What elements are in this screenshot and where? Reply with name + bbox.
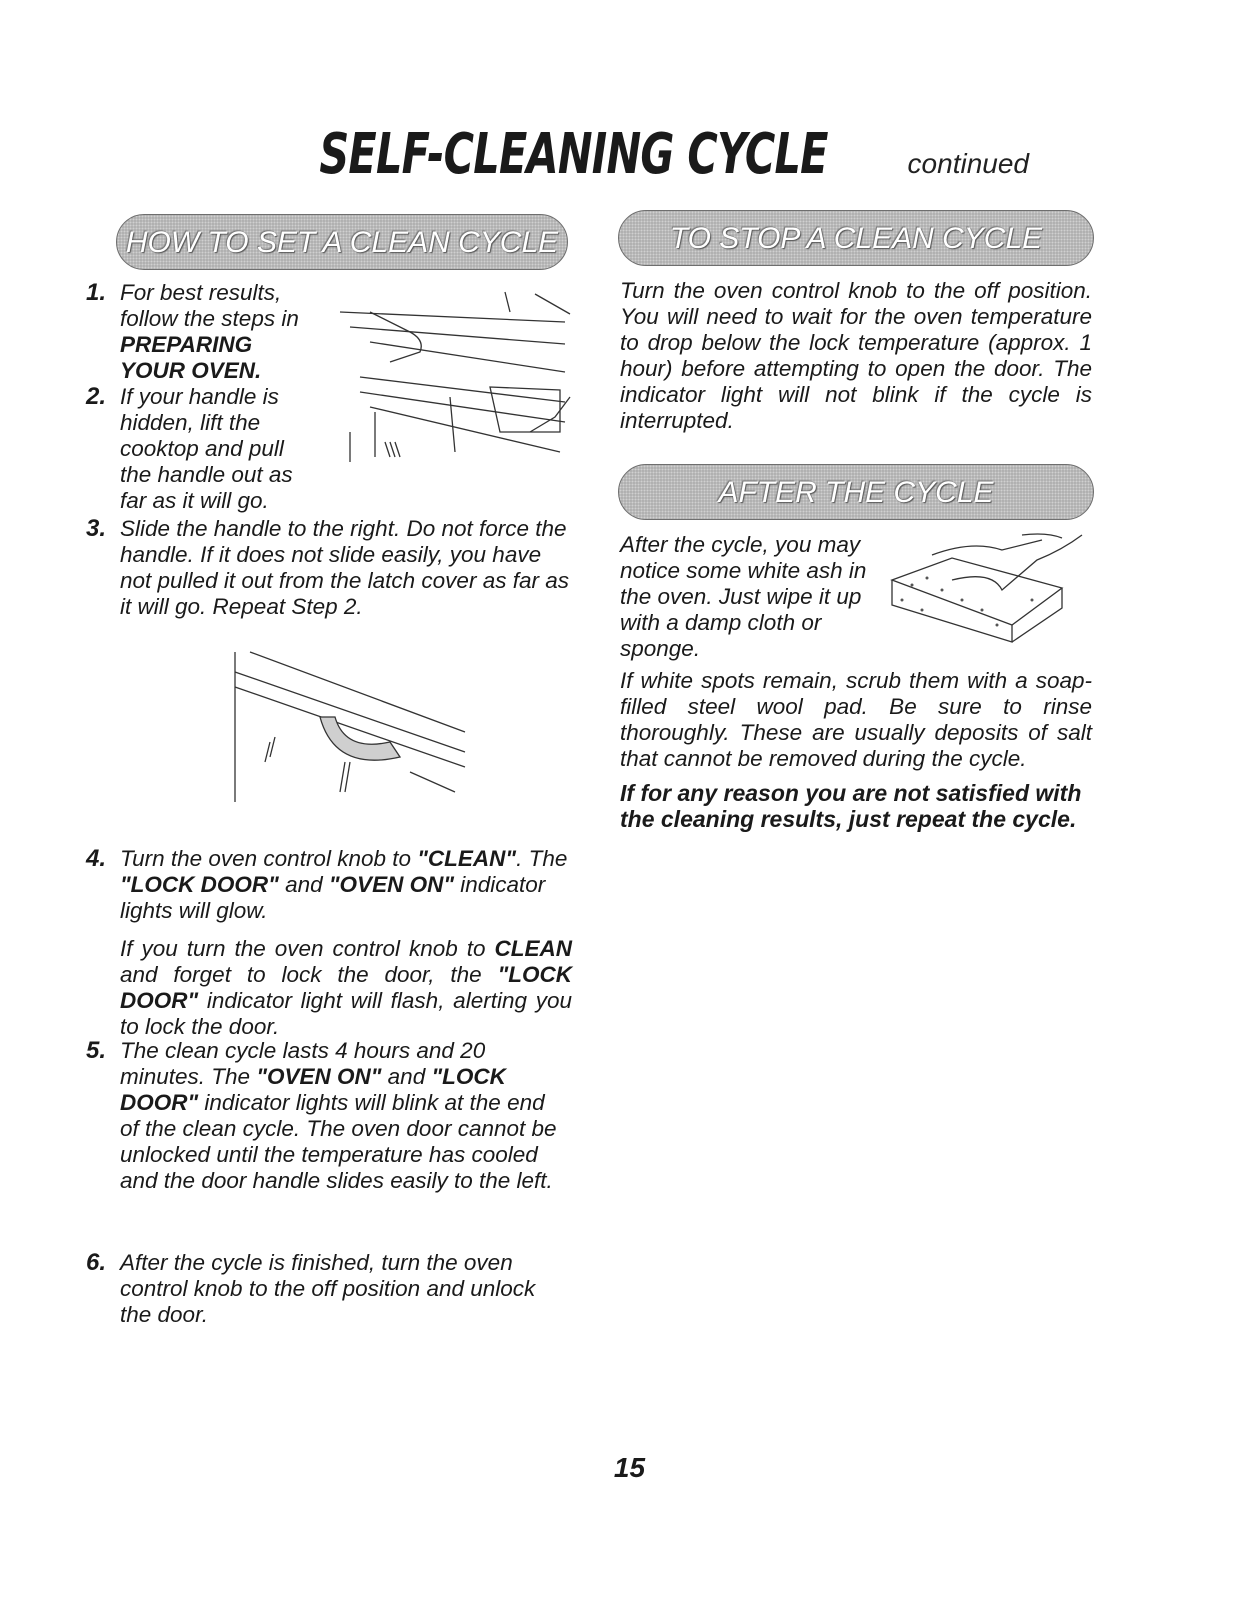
step-3: [86, 515, 572, 620]
handle-slide-illustration: [225, 632, 475, 807]
section-banner-how-to-set: HOW TO SET A CLEAN CYCLE: [116, 214, 568, 270]
step-5-number: 5.: [86, 1037, 107, 1064]
step-3-number: 3.: [86, 515, 107, 542]
after-cycle-paragraph-2: If white spots remain, scrub them with a soap-filled steel wool pad. Be sure to rinse thoroughly. These are usually deposits of salt that cannot be removed during the cycle.: [620, 668, 1092, 771]
step-4: [86, 845, 572, 1040]
step-4-paragraph-1: Turn the oven control knob to "CLEAN". The "LOCK DOOR" and "OVEN ON" indicator lights will glow.: [120, 846, 568, 923]
step-3-text: Slide the handle to the right. Do not force the handle. If it does not slide easily, you have not pulled it out from the latch cover as far as it will go. Repeat Step 2.: [120, 516, 569, 619]
step-1-link-preparing: PREPARING YOUR OVEN.: [120, 332, 262, 383]
after-cycle-note: If for any reason you are not satisfied with the cleaning results, just repeat the cycle.: [620, 780, 1082, 832]
step-2-number: 2.: [86, 383, 107, 410]
step-2-text: If your handle is hidden, lift the cooktop and pull the handle out as far as it will go.: [120, 384, 293, 513]
cooktop-handle-illustration: [330, 282, 575, 467]
section-banner-after-cycle: AFTER THE CYCLE: [618, 464, 1094, 520]
step-1: [86, 279, 320, 384]
step-6-number: 6.: [86, 1249, 107, 1276]
step-1-number: 1.: [86, 279, 107, 306]
page-number: 15: [613, 1452, 646, 1483]
sponge-illustration: [882, 530, 1092, 645]
step-5: 5. The clean cycle lasts 4 hours and 20 minutes. The "OVEN ON" and "LOCK DOOR" indicator lights will blink at the end of the clean cycle. The oven door cannot be unlocked until the temperature has cooled and the door handle slides easily to the left.: [86, 1037, 557, 1193]
title-subtitle: continued: [907, 148, 1029, 179]
after-cycle-paragraph-1: After the cycle, you may notice some white ash in the oven. Just wipe it up with a damp cloth or sponge.: [620, 532, 867, 661]
page-title: [0, 122, 1259, 187]
step-6: 6. After the cycle is finished, turn the oven control knob to the off position and unlock the door.: [86, 1249, 536, 1327]
step-2: [86, 383, 320, 514]
step-4-paragraph-2: If you turn the oven control knob to CLEAN and forget to lock the door, the "LOCK DOOR" indicator light will flash, alerting you to lock the door.: [120, 936, 572, 1039]
step-1-text: For best results, follow the steps in: [120, 280, 299, 331]
section-banner-stop-clean: TO STOP A CLEAN CYCLE: [618, 210, 1094, 266]
title-main: SELF-CLEANING CYCLE: [319, 122, 828, 187]
stop-clean-text: Turn the oven control knob to the off position. You will need to wait for the oven temperature to drop below the lock temperature (approx. 1 hour) before attempting to open the door. The indicator light will not blink if the cycle is interrupted.: [620, 278, 1092, 433]
step-4-number: 4.: [86, 845, 107, 872]
